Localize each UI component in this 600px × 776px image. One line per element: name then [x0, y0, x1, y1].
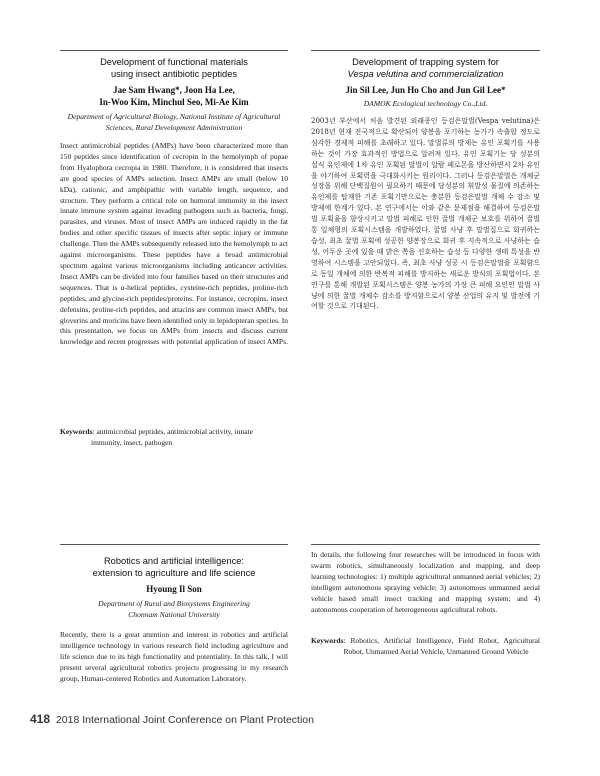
article3-keywords-text: : Robotics, Artificial Intelligence, Field Robot, Agricultural Robot, Unmanned Aerial Vehicle, Unmanned Ground Vehicle [343, 636, 540, 656]
article1-title-line2: using insect antibiotic peptides [110, 69, 238, 79]
article1-affiliation [56, 111, 292, 133]
article2-title-line2: Vespa velutina and commercialization [347, 69, 504, 79]
article2-title [311, 56, 540, 80]
top-rule-left [60, 50, 288, 51]
article3-affiliation [60, 598, 288, 620]
article3-affiliation-line2: Chonnam National University [128, 610, 220, 619]
article3-keywords [311, 636, 540, 658]
article2-authors: Jin Sil Lee, Jun Ho Cho and Jun Gil Lee* [345, 85, 506, 95]
article3-abstract: Recently, there is a great attention and interest in robotics and artificial intelligence technology in various research field including agriculture and life science due to its high functionality and potentiality. In this talk, I will present several agricultural robotics projects progressing in my research group, Human-centered Robotics and Automation Laboratory. [60, 630, 288, 683]
article1-title [60, 56, 288, 80]
article1-authors-line1: Jae Sam Hwang*, Joon Ha Lee, [113, 85, 235, 95]
article2-affiliation: DAMOK Ecological technology Co.,Ltd. [363, 99, 488, 108]
mid-rule-left [60, 544, 288, 545]
page-footer [30, 712, 430, 726]
mid-rule-right [311, 544, 540, 545]
article1-keywords [60, 427, 290, 449]
article1-abstract: Insect antimicrobial peptides (AMPs) have been characterized more than 150 peptides since identification of cecropin in the hemolymph of pupae from Hyalophora cecropia in 1980. Therefore, it is considered that insects are good species of AMPs selection. Insect AMPs are small (below 10 kDa), cationic, and amphipathic with variable length, sequence, and structure. They perform a critical role on humoral immunity in the insect innate immune system against invading pathogens such as bacteria, fungi, parasites, and viruses. Most of insect AMPs are induced rapidly in the fat bodies and other specific tissues of insects after septic injury or immune challenge. Then the AMPs subsequently released into the hemolymph to act against microorganisms. These peptides have a broad antimicrobial spectrum against various microorganisms including anticancer activities. Insect AMPs can be divided into four families based on their structures and sequences. That is α-helical peptides, cysteine-rich peptides, proline-rich peptides, and glycine-rich peptides/proteins. For instance, cecropins, insect defensins, proline-rich peptides, and attacins are common insect AMPs, but gloverins and moricins have been identified only in lepidopteran species. In this presentation, we focus on AMPs from insects and discuss current knowledge and recent progresses with potential application of insect AMPs. [60, 141, 288, 347]
article1-title-line1: Development of functional materials [100, 57, 248, 67]
article3-abstract-continued: In details, the following four researches will be introduced in focus with swarm robotics, simultaneously localization and mapping, and deep learning technologies: 1) multiple agricultural unmanned aerial vehicles; 2) intelligent autonomous spraying vehicle; 3) autonomous unmanned aerial vehicle based small insect tracking and mapping system; and 4) autonomous cooperation of heterogeneous agricultural robots. [311, 550, 540, 614]
article3-affiliation-line1: Department of Rural and Biosystems Engineering [98, 599, 250, 608]
article1-keywords-line1: : antimicrobial peptides, antimicrobial activity, innate [92, 427, 254, 436]
page-number: 418 [30, 712, 51, 726]
article3-title [60, 555, 288, 579]
article3-authors: Hyoung Il Son [146, 584, 202, 594]
conference-name: 2018 International Joint Conference on Plant Protection [55, 714, 314, 726]
article1-authors [60, 84, 288, 108]
article1-authors-line2: In-Woo Kim, Minchul Seo, Mi-Ae Kim [99, 97, 249, 107]
article1-affiliation-line2: Sciences, Rural Development Administration [105, 123, 243, 132]
article1-keywords-line2: immunity, insect, pathogen [91, 437, 173, 447]
article2-title-line1: Development of trapping system for [352, 57, 499, 67]
article3-keywords-label: Keywords [311, 636, 344, 645]
article2-abstract: 2003년 부산에서 처음 발견된 외래종인 등검은말벌(Vespa velutina)은 2018년 현재 전국적으로 확산되어 양봉을 포기하는 농가가 속출할 정도로 심각한 경제적 피해를 초래하고 있다. 말벌류의 방제는 유인 포획기를 사용하는 것이 가장 효과적인 방법으로 알려져 있다. 유인 포획기는 당 성분의 섭식 유인제에 1차 유인 포획된 말벌이 알람 페로몬을 방산하면서 2차 유인을 야기하여 포획력을 극대화시키는 원리이다. 그러나 등검은말벌은 개체군 성장을 위해 단백질원이 필요하기 때문에 당성분의 휘발성 물질에 의존하는 유인제를 탑재한 기존 포획기만으로는 충분한 등검은말벌 개체 수 감소 및 방제에 한계가 있다. 본 연구에서는 이와 같은 문제점을 해결하여 등검은말벌 포획율을 향상시키고 말벌 피해로 인한 꿀벌 개체군 보호를 위하여 꿀벌통 일체형의 포획시스템을 개발하였다. 꿀벌 사냥 후 말벌집으로 회귀하는 습성, 최초 꿀벌 포획에 성공한 양봉장으로 회귀 후 지속적으로 사냥하는 습성, 어두운 곳에 있을 때 밝은 쪽을 선호하는 습성 등 다양한 생태 특성을 반영하여 시스템을 고안되었다. 즉, 최초 사냥 성공 시 등검은말벌을 포획함으로 동일 개체에 의한 반복적 피해를 방지하는 새로운 방식의 포획법이다. 본 연구를 통해 개발된 포획시스템은 양봉 농가의 가장 큰 피해 요인인 말벌 사냥에 의한 꿀벌 개체수 감소를 방지함으로서 양봉 산업의 유지 및 발전에 기여할 것으로 기대된다. [311, 117, 540, 311]
article1-keywords-label: Keywords [60, 427, 93, 436]
article1-affiliation-line1: Department of Agricultural Biology, National Institute of Agricultural [67, 112, 281, 121]
top-rule-right [311, 50, 540, 51]
article3-title-line2: extension to agriculture and life science [92, 568, 256, 578]
article3-title-line1: Robotics and artificial intelligence: [103, 556, 245, 566]
